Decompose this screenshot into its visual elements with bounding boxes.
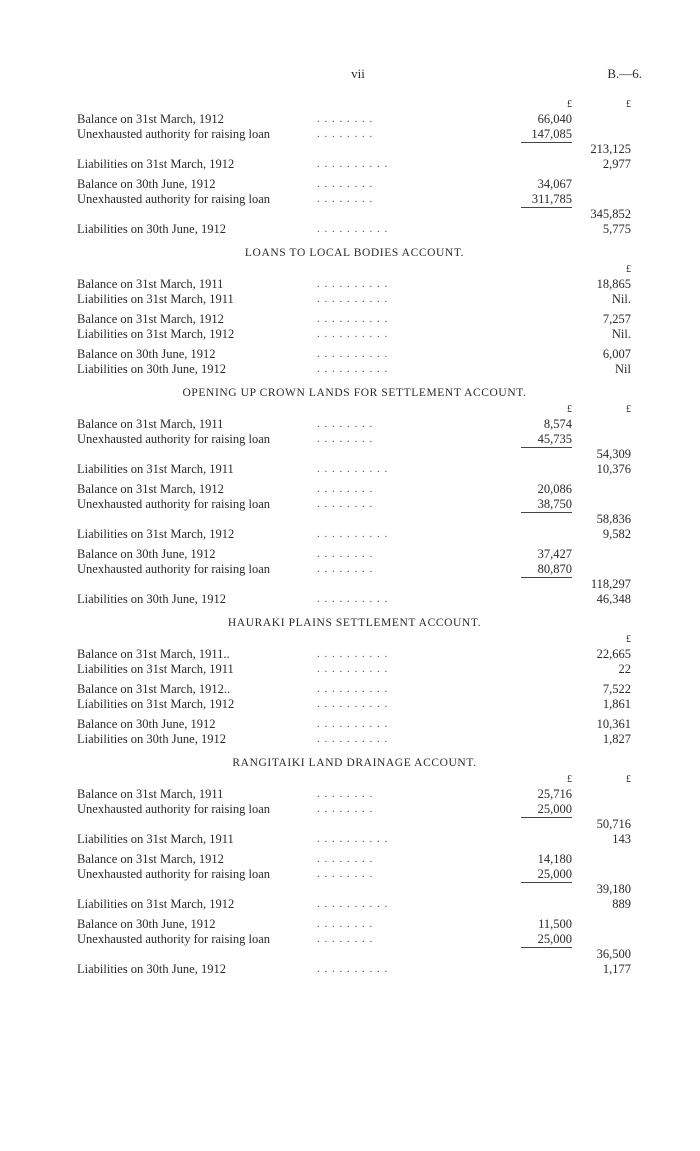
ledger-row [77,647,632,662]
ledger-row [77,347,632,362]
ledger-row [77,207,632,222]
row-label: Liabilities on 30th June, 1912 [77,962,226,976]
row-label: Balance on 31st March, 1912 [77,312,224,326]
ledger-row [77,362,632,377]
amount-detail: 11,500 [538,917,572,931]
section-title [77,245,632,262]
row-label: Liabilities on 31st March, 1912 [77,327,235,341]
ledger-row [77,127,632,142]
row-label: Liabilities on 31st March, 1911 [77,832,234,846]
dot-leader: . . . . . . . . . . [317,648,389,660]
row-label: Balance on 31st March, 1911 [77,277,224,291]
section-title [77,385,632,402]
amount-total: 22,665 [596,647,631,661]
dot-leader: . . . . . . . . [317,178,374,190]
dot-leader: . . . . . . . . [317,933,374,945]
amount-detail: 25,000 [537,867,572,881]
row-label: Balance on 31st March, 1912 [77,482,224,496]
section-title [77,615,632,632]
row-label: Unexhausted authority for raising loan [77,497,271,511]
row-label: Liabilities on 30th June, 1912 [77,362,226,376]
ledger-row [77,802,632,817]
row-label: Balance on 31st March, 1912 [77,852,224,866]
section-title-text: HAURAKI PLAINS SETTLEMENT ACCOUNT. [227,617,482,629]
dot-leader: . . . . . . . . [317,868,374,880]
document-reference: B.—6. [607,66,642,81]
ledger-row [77,417,632,432]
amount-total: 7,257 [602,312,631,326]
ledger-row [77,527,632,542]
amount-total: 889 [612,897,631,911]
dot-leader: . . . . . . . . . . [317,328,389,340]
amount-total: 1,177 [602,962,631,976]
currency-unit: £ [626,774,631,785]
ledger-row [77,947,632,962]
ledger-row [77,497,632,512]
ledger-row [77,577,632,592]
ledger-row [77,432,632,447]
amount-total: 118,297 [590,577,631,591]
dot-leader: . . . . . . . . . . [317,313,389,325]
section-title-text: OPENING UP CROWN LANDS FOR SETTLEMENT ACCOUNT. [182,387,527,399]
ledger-row [77,547,632,562]
amount-total: 7,522 [602,682,631,696]
row-label: Balance on 30th June, 1912 [77,917,216,931]
ledger-row [77,112,632,127]
amount-detail: 66,040 [537,112,572,126]
amount-total: 345,852 [590,207,631,221]
ledger-row [77,832,632,847]
accounts-content [77,97,632,977]
amount-total: 36,500 [596,947,631,961]
account-section [77,747,632,977]
ledger-row [77,447,632,462]
dot-leader: . . . . . . . . . . [317,718,389,730]
row-label: Liabilities on 30th June, 1912 [77,222,226,236]
amount-total: 46,348 [596,592,631,606]
dot-leader: . . . . . . . . . . [317,663,389,675]
dot-leader: . . . . . . . . . . [317,158,389,170]
row-label: Unexhausted authority for raising loan [77,562,271,576]
ledger-row [77,562,632,577]
amount-total: 213,125 [590,142,631,156]
row-label: Liabilities on 31st March, 1911 [77,292,234,306]
row-label: Liabilities on 30th June, 1912 [77,732,226,746]
ledger-row [77,817,632,832]
dot-leader: . . . . . . . . [317,563,374,575]
amount-detail: 25,000 [537,932,572,946]
row-label: Unexhausted authority for raising loan [77,127,271,141]
section-title-text: RANGITAIKI LAND DRAINAGE ACCOUNT. [232,757,477,769]
row-label: Balance on 31st March, 1911.. [77,647,230,661]
amount-total: 6,007 [602,347,631,361]
ledger-row [77,917,632,932]
amount-total: 39,180 [596,882,631,896]
amount-detail: 25,716 [537,787,572,801]
amount-total: 50,716 [596,817,631,831]
ledger-row [77,697,632,712]
currency-unit: £ [626,264,631,275]
dot-leader: . . . . . . . . [317,548,374,560]
amount-total: 10,361 [596,717,631,731]
row-label: Liabilities on 31st March, 1912 [77,157,235,171]
amount-detail: 311,785 [531,192,572,206]
dot-leader: . . . . . . . . . . [317,223,389,235]
account-section [77,237,632,377]
dot-leader: . . . . . . . . . . [317,363,389,375]
dot-leader: . . . . . . . . [317,483,374,495]
ledger-row [77,142,632,157]
amount-detail: 14,180 [537,852,572,866]
currency-units-row [77,402,632,417]
row-label: Unexhausted authority for raising loan [77,932,271,946]
ledger-row [77,682,632,697]
currency-unit: £ [567,404,572,415]
amount-detail: 20,086 [537,482,572,496]
amount-total: 18,865 [596,277,631,291]
ledger-row [77,882,632,897]
row-label: Balance on 30th June, 1912 [77,177,216,191]
amount-total: 9,582 [602,527,631,541]
dot-leader: . . . . . . . . [317,498,374,510]
ledger-row [77,292,632,307]
amount-total: 1,861 [602,697,631,711]
ledger-row [77,897,632,912]
row-label: Liabilities on 31st March, 1911 [77,462,234,476]
amount-total: Nil. [611,327,631,341]
currency-units-row [77,262,632,277]
amount-total: 22 [618,662,631,676]
ledger-row [77,662,632,677]
currency-unit: £ [567,99,572,110]
dot-leader: . . . . . . . . . . [317,278,389,290]
row-label: Balance on 31st March, 1912 [77,112,224,126]
ledger-row [77,327,632,342]
amount-detail: 34,067 [537,177,572,191]
amount-total: 143 [612,832,631,846]
ledger-row [77,277,632,292]
amount-detail: 37,427 [537,547,572,561]
amount-detail: 147,085 [531,127,572,141]
row-label: Liabilities on 30th June, 1912 [77,592,226,606]
amount-detail: 80,870 [537,562,572,576]
section-title-text: LOANS TO LOCAL BODIES ACCOUNT. [244,247,465,259]
dot-leader: . . . . . . . . . . [317,528,389,540]
row-label: Liabilities on 31st March, 1912 [77,527,235,541]
row-label: Unexhausted authority for raising loan [77,432,271,446]
account-section [77,377,632,607]
ledger-row [77,177,632,192]
ledger-row [77,192,632,207]
row-label: Balance on 30th June, 1912 [77,347,216,361]
dot-leader: . . . . . . . . . . [317,733,389,745]
row-label: Unexhausted authority for raising loan [77,867,271,881]
amount-total: Nil. [611,292,631,306]
dot-leader: . . . . . . . . [317,918,374,930]
currency-unit: £ [626,634,631,645]
dot-leader: . . . . . . . . . . [317,698,389,710]
dot-leader: . . . . . . . . . . [317,898,389,910]
row-label: Balance on 31st March, 1912.. [77,682,231,696]
row-label: Liabilities on 31st March, 1912 [77,697,235,711]
ledger-row [77,717,632,732]
currency-units-row [77,632,632,647]
dot-leader: . . . . . . . . [317,418,374,430]
amount-total: 10,376 [596,462,631,476]
dot-leader: . . . . . . . . [317,193,374,205]
currency-unit: £ [626,99,631,110]
ledger-row [77,962,632,977]
row-label: Unexhausted authority for raising loan [77,802,271,816]
dot-leader: . . . . . . . . . . [317,963,389,975]
page-number: vii [351,66,365,81]
dot-leader: . . . . . . . . [317,803,374,815]
row-label: Unexhausted authority for raising loan [77,192,271,206]
ledger-row [77,852,632,867]
currency-unit: £ [626,404,631,415]
amount-total: 2,977 [602,157,631,171]
dot-leader: . . . . . . . . [317,433,374,445]
ledger-row [77,732,632,747]
row-label: Liabilities on 31st March, 1912 [77,897,235,911]
account-section [77,97,632,237]
dot-leader: . . . . . . . . [317,788,374,800]
row-label: Balance on 30th June, 1912 [77,717,216,731]
ledger-row [77,157,632,172]
dot-leader: . . . . . . . . . . [317,348,389,360]
dot-leader: . . . . . . . . . . [317,683,389,695]
dot-leader: . . . . . . . . [317,853,374,865]
ledger-row [77,512,632,527]
dot-leader: . . . . . . . . . . [317,293,389,305]
dot-leader: . . . . . . . . . . [317,833,389,845]
ledger-row [77,482,632,497]
row-label: Balance on 31st March, 1911 [77,787,224,801]
row-label: Balance on 31st March, 1911 [77,417,224,431]
amount-total: 5,775 [602,222,631,236]
currency-units-row [77,97,632,112]
section-title [77,755,632,772]
amount-total: 58,836 [596,512,631,526]
ledger-row [77,222,632,237]
ledger-row [77,787,632,802]
amount-detail: 38,750 [537,497,572,511]
account-section [77,607,632,747]
ledger-row [77,312,632,327]
amount-detail: 8,574 [543,417,572,431]
dot-leader: . . . . . . . . . . [317,463,389,475]
ledger-row [77,932,632,947]
currency-unit: £ [567,774,572,785]
dot-leader: . . . . . . . . [317,128,374,140]
amount-total: 1,827 [602,732,631,746]
amount-detail: 45,735 [537,432,572,446]
row-label: Balance on 30th June, 1912 [77,547,216,561]
ledger-row [77,867,632,882]
amount-total: Nil [615,362,631,376]
ledger-row [77,462,632,477]
dot-leader: . . . . . . . . [317,113,374,125]
row-label: Liabilities on 31st March, 1911 [77,662,234,676]
amount-total: 54,309 [596,447,631,461]
amount-detail: 25,000 [537,802,572,816]
dot-leader: . . . . . . . . . . [317,593,389,605]
ledger-row [77,592,632,607]
currency-units-row [77,772,632,787]
